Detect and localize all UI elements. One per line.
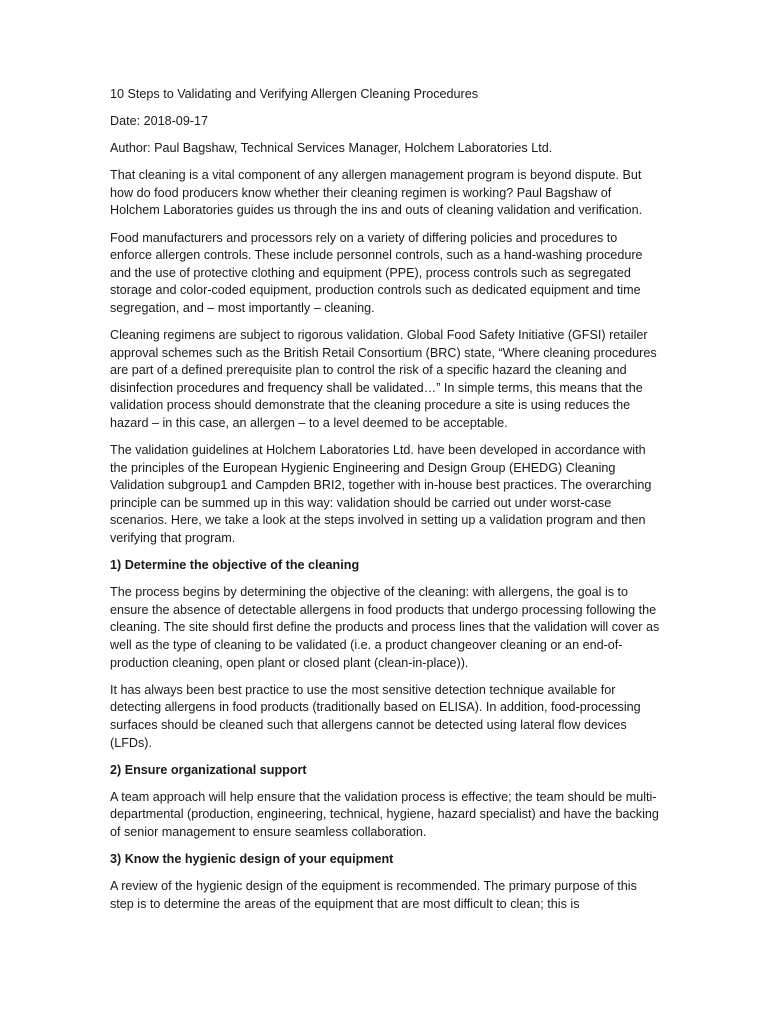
document-date: Date: 2018-09-17 bbox=[110, 114, 209, 129]
step-paragraph: The process begins by determining the objective of the cleaning: with allergens, the goal is to ensure the absence of detectable allergens in food products that undergo processing following the cleaning. The site should first define the products and process lines that the validation will cover as well as the type of cleaning to be validated (i.e. a product changeover cleaning or an end-of-production cleaning, open plant or closed plant (clean-in-place)). bbox=[110, 585, 660, 670]
step-heading: 1) Determine the objective of the cleaning bbox=[110, 558, 360, 573]
intro-paragraph: Food manufacturers and processors rely on a variety of differing policies and procedures to enforce allergen controls. These include personnel controls, such as a hand-washing procedure and the use of protective clothing and equipment (PPE), process controls such as segregated storage and color-coded equipment, production controls such as dedicated equipment and time segregation, and – most importantly – cleaning. bbox=[110, 230, 643, 315]
step-paragraph: It has always been best practice to use the most sensitive detection technique available for detecting allergens in food products (traditionally based on ELISA). In addition, food-processing surfaces should be cleaned such that allergens cannot be detected using lateral flow devices (LFDs). bbox=[110, 682, 641, 750]
intro-paragraph: That cleaning is a vital component of any allergen management program is beyond dispute. But how do food producers know whether their cleaning regimen is working? Paul Bagshaw of Holchem Laboratories guides us through the ins and outs of cleaning validation and verification. bbox=[110, 168, 643, 218]
document-page bbox=[110, 86, 660, 923]
intro-paragraph: The validation guidelines at Holchem Laboratories Ltd. have been developed in accordance with the principles of the European Hygienic Engineering and Design Group (EHEDG) Cleaning Validation subgroup1 and Campden BRI2, together with in-house best practices. The overarching principle can be summed up in this way: validation should be carried out under worst-case scenarios. Here, we take a look at the steps involved in setting up a validation program and then verifying that program. bbox=[110, 443, 652, 546]
step-paragraph: A review of the hygienic design of the equipment is recommended. The primary purpose of this step is to determine the areas of the equipment that are most difficult to clean; this is bbox=[110, 879, 637, 911]
document-title: 10 Steps to Validating and Verifying Allergen Cleaning Procedures bbox=[110, 87, 479, 101]
intro-paragraph: Cleaning regimens are subject to rigorous validation. Global Food Safety Initiative (GFSI) retailer approval schemes such as the British Retail Consortium (BRC) state, “Where cleaning procedures are part of a defined prerequisite plan to control the risk of a specific hazard the cleaning and disinfection procedures and frequency shall be validated…” In simple terms, this means that the validation process should demonstrate that the cleaning procedure a site is using reduces the hazard – in this case, an allergen – to a level deemed to be acceptable. bbox=[110, 328, 657, 430]
step-heading: 3) Know the hygienic design of your equipment bbox=[110, 851, 394, 866]
document-author: Author: Paul Bagshaw, Technical Services Manager, Holchem Laboratories Ltd. bbox=[110, 141, 553, 156]
step-paragraph: A team approach will help ensure that the validation process is effective; the team should be multi-departmental (production, engineering, technical, hygiene, hazard specialist) and have the backing of senior management to ensure seamless collaboration. bbox=[110, 789, 659, 839]
step-heading: 2) Ensure organizational support bbox=[110, 762, 307, 777]
